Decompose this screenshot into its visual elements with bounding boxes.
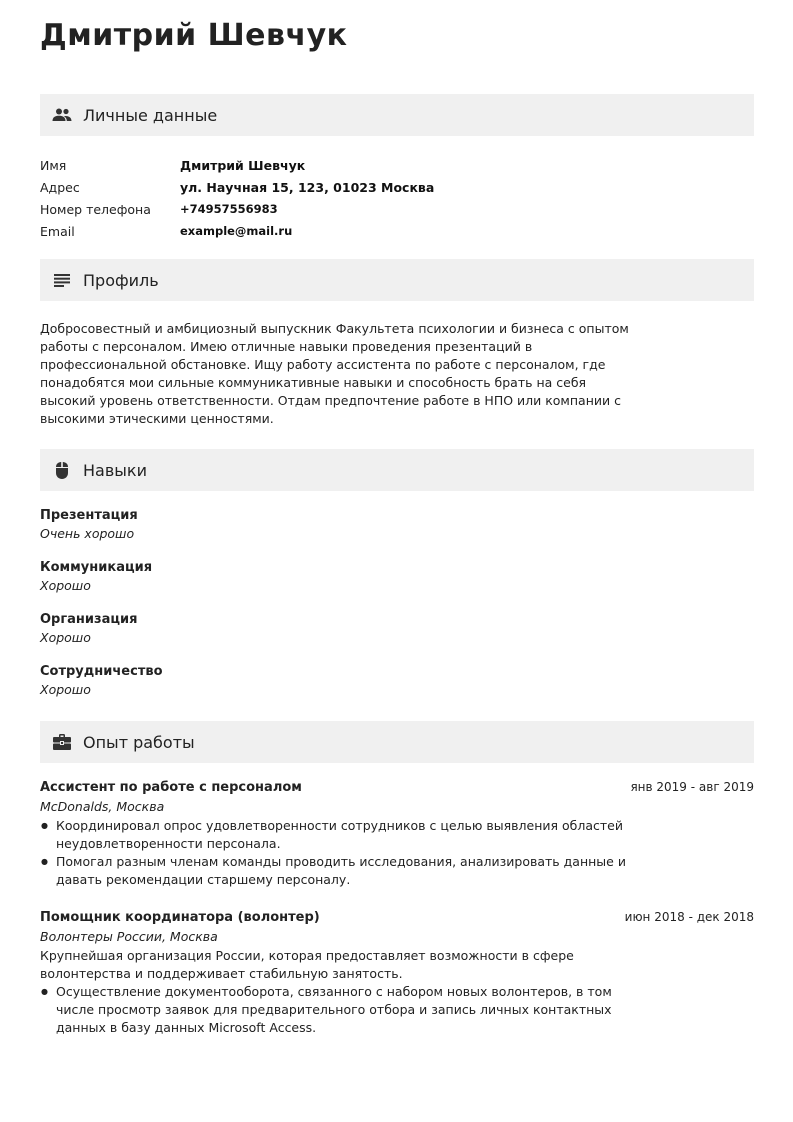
job-bullets xyxy=(40,817,640,889)
skill-level: Хорошо xyxy=(40,630,91,645)
section-header-skills xyxy=(40,449,754,491)
skill-name: Коммуникация xyxy=(40,560,153,575)
section-title-profile: Профиль xyxy=(83,270,159,290)
personal-value: example@mail.ru xyxy=(180,224,293,238)
section-title-skills: Навыки xyxy=(83,460,147,480)
personal-label: Адрес xyxy=(40,179,80,195)
personal-row xyxy=(40,154,754,176)
personal-value: Дмитрий Шевчук xyxy=(180,157,306,173)
skill-name: Сотрудничество xyxy=(40,664,163,679)
candidate-name: Дмитрий Шевчук xyxy=(40,18,348,53)
skill-name: Презентация xyxy=(40,508,138,523)
job-entry xyxy=(40,908,754,1037)
section-header-experience xyxy=(40,721,754,763)
skill-item xyxy=(40,663,163,715)
personal-label: Email xyxy=(40,223,75,239)
section-title-personal: Личные данные xyxy=(83,105,218,125)
mouse-icon xyxy=(52,460,72,480)
skills-list xyxy=(40,507,163,715)
skill-item xyxy=(40,507,163,559)
personal-value: ул. Научная 15, 123, 01023 Москва xyxy=(180,179,435,195)
section-header-personal xyxy=(40,94,754,136)
skill-level: Хорошо xyxy=(40,682,91,697)
skill-level: Очень хорошо xyxy=(40,526,135,541)
job-title: Ассистент по работе с персоналом xyxy=(40,780,302,795)
personal-row xyxy=(40,198,754,220)
job-place: McDonalds, Москва xyxy=(40,799,165,814)
section-title-experience: Опыт работы xyxy=(83,732,195,752)
job-title: Помощник координатора (волонтер) xyxy=(40,910,320,925)
personal-data xyxy=(40,154,754,242)
skill-item xyxy=(40,611,163,663)
lines-icon xyxy=(52,270,72,290)
job-bullet: ● Осуществление документооборота, связанного с набором новых волонтеров, в том числе просмотр заявок для предварительного отбора и запись личных контактных данных в базу данных Microsoft Access. xyxy=(40,983,640,1037)
skill-name: Организация xyxy=(40,612,138,627)
job-entry xyxy=(40,778,754,889)
personal-label: Номер телефона xyxy=(40,201,151,217)
job-bullet: ● Помогал разным членам команды проводить исследования, анализировать данные и давать рекомендации старшему персоналу. xyxy=(40,853,640,889)
job-dates: янв 2019 - авг 2019 xyxy=(630,780,754,794)
job-dates: июн 2018 - дек 2018 xyxy=(624,910,754,924)
personal-row xyxy=(40,176,754,198)
profile-summary: Добросовестный и амбициозный выпускник Факультета психологии и бизнеса с опытом работы с персоналом. Имею отличные навыки проведения презентаций в профессиональной обстановке. Ищу работу ассистента по работе с персоналом, где понадобятся мои сильные коммуникативные навыки и способность брать на себя высокий уровень ответственности. Отдам предпочтение работе в НПО или компании с высокими этическими ценностями. xyxy=(40,321,629,426)
job-bullets xyxy=(40,983,640,1037)
job-place: Волонтеры России, Москва xyxy=(40,929,218,944)
skill-level: Хорошо xyxy=(40,578,91,593)
briefcase-icon xyxy=(52,732,72,752)
skill-item xyxy=(40,559,163,611)
people-icon xyxy=(52,105,72,125)
personal-label: Имя xyxy=(40,157,67,173)
job-description: Крупнейшая организация России, которая предоставляет возможности в сфере волонтерства и поддерживает стабильную занятость. xyxy=(40,948,574,981)
personal-value: +74957556983 xyxy=(180,202,278,216)
job-bullet: ● Координировал опрос удовлетворенности сотрудников с целью выявления областей неудовлетворенности персонала. xyxy=(40,817,640,853)
section-header-profile xyxy=(40,259,754,301)
personal-row xyxy=(40,220,754,242)
